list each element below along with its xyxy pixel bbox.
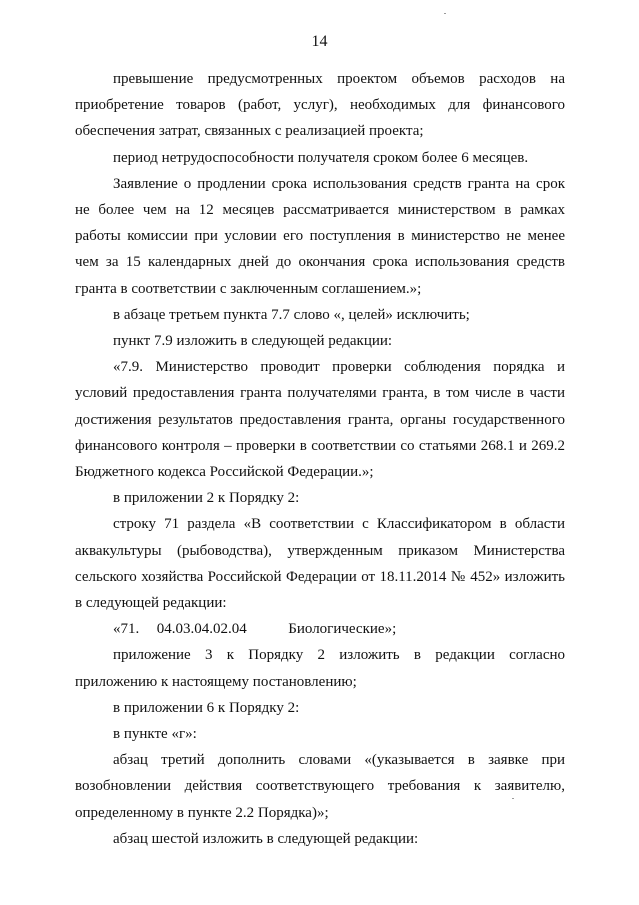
paragraph-row-71-amendment: строку 71 раздела «В соответствии с Классификатором в области аквакультуры (рыбоводства), утвержденным приказом Министерства сельского хозяйства Российской Федерации от 18.11.2014 № 452» изложить в следующей редакции: xyxy=(75,516,565,612)
paragraph-appendix-6-intro: в приложении 6 к Порядку 2: xyxy=(113,699,300,716)
paragraph-item-7-7-amendment: в абзаце третьем пункта 7.7 слово «, целей» исключить; xyxy=(113,306,470,323)
row-number: «71. xyxy=(113,621,140,638)
paragraph-grant-cost-overrun: превышение предусмотренных проектом объемов расходов на приобретение товаров (работ, услуг), необходимых для финансового обеспечения затрат, связанных с реализацией проекта; xyxy=(75,71,565,140)
row-code: 04.03.04.02.04 xyxy=(156,621,247,638)
paragraph-item-7-9-text: «7.9. Министерство проводит проверки соблюдения порядка и условий предоставления гранта получателями гранта, в том числе в части достижения результатов предоставления гранта, органы государственного финансового контроля – проверки в соответствии со статьями 268.1 и 269.2 Бюджетного кодекса Российской Федерации.»; xyxy=(75,359,565,481)
paragraph-third-abzac: абзац третий дополнить словами «(указывается в заявке при возобновлении действия соответствующего требования к заявителю, определенному в пункте 2.2 Порядка)»; xyxy=(75,752,565,821)
paragraph-appendix-3: приложение 3 к Порядку 2 изложить в редакции согласно приложению к настоящему постановлению; xyxy=(75,647,565,690)
paragraph-sixth-abzac: абзац шестой изложить в следующей редакции: xyxy=(113,830,419,847)
paragraph-item-7-9-intro: пункт 7.9 изложить в следующей редакции: xyxy=(113,333,393,350)
scan-speck xyxy=(444,13,446,14)
classifier-table-row xyxy=(75,616,565,642)
page-number: 14 xyxy=(311,33,328,50)
paragraph-point-g: в пункте «г»: xyxy=(113,726,197,743)
row-name: Биологические»; xyxy=(288,621,397,638)
paragraph-appendix-2-intro: в приложении 2 к Порядку 2: xyxy=(113,490,300,507)
paragraph-extension-application: Заявление о продлении срока использования средств гранта на срок не более чем на 12 месяцев рассматривается министерством в рамках работы комиссии при условии его поступления в министерство не менее чем за 15 календарных дней до окончания срока использования средств гранта в соответствии с заключенным соглашением.»; xyxy=(75,175,565,297)
document-body xyxy=(75,66,565,852)
scan-speck xyxy=(512,798,514,799)
paragraph-disability-period: период нетрудоспособности получателя сроком более 6 месяцев. xyxy=(113,149,529,166)
